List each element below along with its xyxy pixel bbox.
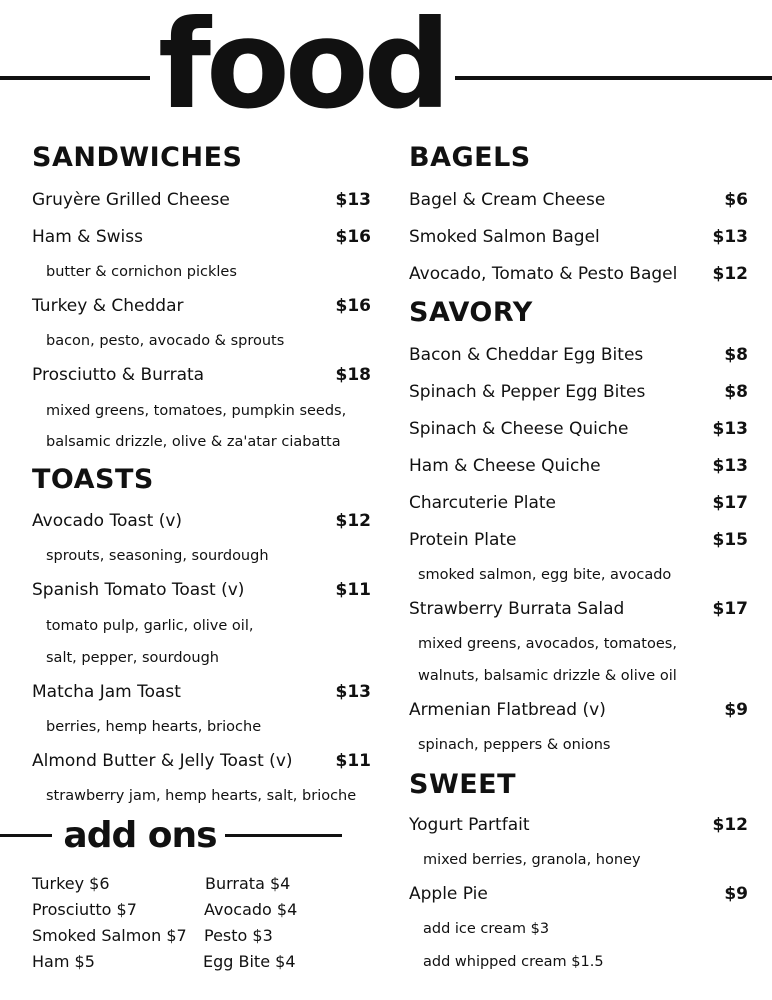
menu-item-name: Yogurt Partfait (409, 815, 530, 835)
menu-item-description: mixed greens, avocados, tomatoes, (418, 636, 677, 652)
menu-item-description: add whipped cream $1.5 (423, 954, 604, 970)
menu-item-price: $13 (712, 227, 748, 247)
menu-item-name: Ham & Swiss (32, 227, 143, 247)
menu-item-price: $8 (724, 345, 748, 365)
menu-item-name: Avocado, Tomato & Pesto Bagel (409, 264, 678, 284)
section-title-toasts: TOASTS (32, 464, 154, 495)
menu-item-price: $17 (712, 493, 748, 513)
menu-item-price: $6 (724, 190, 748, 210)
menu-item-description: strawberry jam, hemp hearts, salt, brioche (46, 788, 357, 804)
section-title-sandwiches: SANDWICHES (32, 142, 243, 173)
menu-item-name: Prosciutto & Burrata (32, 365, 205, 385)
section-title-bagels: BAGELS (409, 142, 531, 173)
menu-item-description: tomato pulp, garlic, olive oil, (46, 618, 254, 634)
menu-item-description: mixed greens, tomatoes, pumpkin seeds, (46, 403, 347, 419)
addon-item: Pesto $3 (204, 926, 273, 945)
menu-item-description: add ice cream $3 (423, 921, 550, 937)
section-title-sweet: SWEET (409, 769, 517, 800)
menu-item-description: salt, pepper, sourdough (46, 650, 219, 666)
menu-title: food (157, 0, 447, 136)
addon-item: Prosciutto $7 (32, 900, 137, 919)
menu-item-price: $12 (712, 815, 748, 835)
menu-item-price: $13 (335, 190, 371, 210)
menu-item-price: $13 (335, 682, 371, 702)
menu-item-name: Smoked Salmon Bagel (409, 227, 600, 247)
menu-item-price: $13 (712, 456, 748, 476)
menu-item-price: $13 (712, 419, 748, 439)
menu-item-name: Charcuterie Plate (409, 493, 557, 513)
menu-item-price: $9 (724, 884, 748, 904)
menu-item-price: $11 (335, 751, 371, 771)
menu-item-description: sprouts, seasoning, sourdough (46, 548, 269, 564)
menu-item-description: balsamic drizzle, olive & za'atar ciabatta (46, 434, 341, 450)
menu-item-name: Gruyère Grilled Cheese (32, 190, 230, 210)
menu-item-description: walnuts, balsamic drizzle & olive oil (418, 668, 677, 684)
menu-item-price: $17 (712, 599, 748, 619)
addon-item: Avocado $4 (204, 900, 298, 919)
menu-item-name: Apple Pie (409, 884, 488, 904)
menu-item-description: spinach, peppers & onions (418, 737, 611, 753)
menu-item-name: Avocado Toast (v) (32, 511, 183, 531)
menu-item-name: Armenian Flatbread (v) (409, 700, 606, 720)
menu-item-name: Protein Plate (409, 530, 517, 550)
menu-item-name: Strawberry Burrata Salad (409, 599, 625, 619)
menu-item-price: $12 (712, 264, 748, 284)
menu-item-description: butter & cornichon pickles (46, 264, 237, 280)
addon-item: Ham $5 (32, 952, 95, 971)
menu-item-name: Almond Butter & Jelly Toast (v) (32, 751, 293, 771)
menu-item-description: bacon, pesto, avocado & sprouts (46, 333, 285, 349)
menu-item-name: Bagel & Cream Cheese (409, 190, 606, 210)
section-title-savory: SAVORY (409, 297, 533, 328)
menu-item-price: $8 (724, 382, 748, 402)
menu-item-description: mixed berries, granola, honey (423, 852, 641, 868)
addon-item: Burrata $4 (205, 874, 291, 893)
menu-item-name: Spinach & Pepper Egg Bites (409, 382, 646, 402)
menu-item-name: Spinach & Cheese Quiche (409, 419, 629, 439)
menu-item-price: $16 (335, 227, 371, 247)
menu-item-name: Ham & Cheese Quiche (409, 456, 601, 476)
menu-item-price: $12 (335, 511, 371, 531)
menu-item-name: Spanish Tomato Toast (v) (32, 580, 245, 600)
addon-item: Egg Bite $4 (203, 952, 296, 971)
addons-rule-right (225, 834, 342, 837)
addon-item: Smoked Salmon $7 (32, 926, 187, 945)
menu-item-name: Turkey & Cheddar (32, 296, 184, 316)
menu-item-name: Matcha Jam Toast (32, 682, 181, 702)
menu-item-name: Bacon & Cheddar Egg Bites (409, 345, 644, 365)
menu-item-price: $16 (335, 296, 371, 316)
menu-item-price: $15 (712, 530, 748, 550)
addons-rule-left (0, 834, 52, 837)
menu-item-description: smoked salmon, egg bite, avocado (418, 567, 672, 583)
menu-item-price: $18 (335, 365, 371, 385)
right-column (409, 0, 750, 1000)
menu-item-price: $11 (335, 580, 371, 600)
menu-item-price: $9 (724, 700, 748, 720)
menu-item-description: berries, hemp hearts, brioche (46, 719, 262, 735)
addon-item: Turkey $6 (32, 874, 110, 893)
addons-title: add ons (63, 815, 217, 856)
